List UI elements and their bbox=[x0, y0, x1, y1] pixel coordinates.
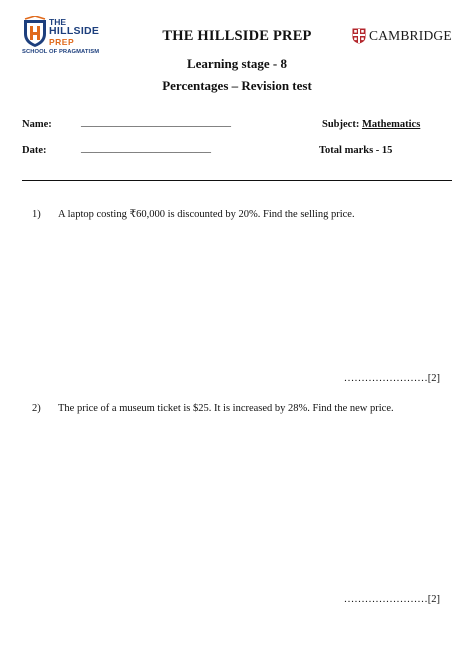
question-1 bbox=[32, 208, 355, 220]
date-field[interactable]: __________________________ bbox=[81, 143, 211, 154]
question-number: 2) bbox=[32, 403, 41, 414]
logo-word-hillside: HILLSIDE bbox=[49, 25, 100, 37]
total-marks: Total marks - 15 bbox=[319, 145, 393, 156]
logo-word-the: THE bbox=[49, 17, 66, 27]
name-label: Name: bbox=[22, 119, 52, 130]
header-divider bbox=[22, 180, 452, 181]
question-number: 1) bbox=[32, 209, 41, 220]
answer-line-marks[interactable]: ……………………[2] bbox=[343, 373, 440, 384]
learning-stage: Learning stage - 8 bbox=[186, 56, 288, 71]
logo-word-prep: PREP bbox=[49, 37, 75, 47]
subject-field bbox=[322, 119, 420, 130]
subject-value: Mathematics bbox=[361, 119, 421, 130]
test-title: Percentages – Revision test bbox=[162, 78, 312, 93]
subject-label: Subject: bbox=[322, 119, 360, 130]
cambridge-wordmark: CAMBRIDGE bbox=[369, 28, 452, 43]
school-name: THE HILLSIDE PREP bbox=[162, 28, 312, 44]
question-text: A laptop costing ₹60,000 is discounted by 20%. Find the selling price. bbox=[58, 209, 355, 220]
logo-tagline: SCHOOL OF PRAGMATISM bbox=[22, 49, 100, 55]
answer-line-marks[interactable]: ……………………[2] bbox=[343, 594, 440, 605]
question-text: The price of a museum ticket is $25. It is increased by 28%. Find the new price. bbox=[58, 403, 394, 414]
question-2 bbox=[32, 403, 394, 414]
name-field[interactable]: ______________________________ bbox=[81, 117, 231, 128]
date-label: Date: bbox=[22, 145, 47, 156]
